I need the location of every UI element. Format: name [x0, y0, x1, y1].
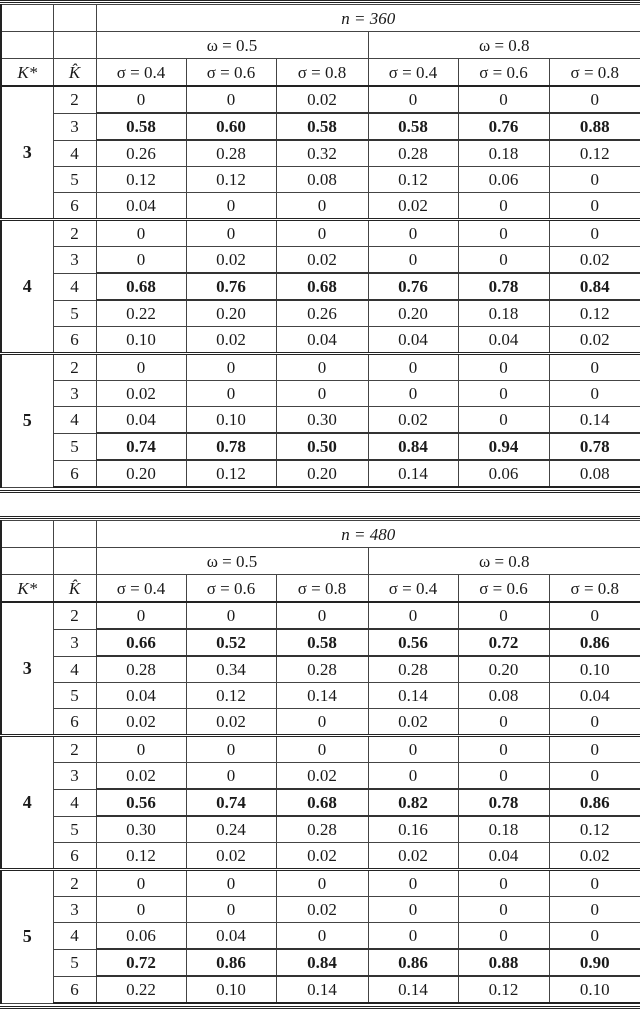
proportion-cell: 0.02: [368, 843, 458, 870]
sample-size-header: n = 480: [96, 521, 640, 548]
proportion-cell: 0.30: [96, 816, 186, 843]
table-row: [1, 113, 640, 140]
proportion-cell: 0.68: [276, 789, 368, 816]
proportion-cell: 0: [549, 870, 640, 897]
proportion-cell: 0.28: [276, 816, 368, 843]
k-hat-value: 5: [53, 433, 96, 460]
table-row: [1, 381, 640, 407]
proportion-cell: 0.68: [96, 273, 186, 300]
table-row: [1, 789, 640, 816]
proportion-cell: 0.76: [186, 273, 276, 300]
proportion-cell: 0.86: [368, 949, 458, 976]
proportion-cell: 0.12: [458, 976, 549, 1003]
proportion-cell: 0.10: [186, 407, 276, 434]
proportion-cell: 0.02: [186, 843, 276, 870]
proportion-cell: 0.22: [96, 300, 186, 327]
proportion-cell: 0: [368, 870, 458, 897]
k-hat-value: 2: [53, 354, 96, 381]
proportion-cell: 0: [458, 220, 549, 247]
table-row: [1, 273, 640, 300]
proportion-cell: 0: [368, 763, 458, 790]
proportion-cell: 0: [96, 220, 186, 247]
proportion-cell: 0: [368, 247, 458, 274]
top-rule: [0, 0, 640, 3]
table-n360: [0, 0, 640, 493]
proportion-cell: 0.04: [458, 327, 549, 354]
proportion-cell: 0.02: [96, 763, 186, 790]
proportion-cell: 0.06: [458, 460, 549, 487]
proportion-cell: 0: [458, 86, 549, 113]
proportion-cell: 0.72: [96, 949, 186, 976]
proportion-cell: 0: [186, 897, 276, 923]
proportion-cell: 0.88: [458, 949, 549, 976]
proportion-cell: 0.02: [549, 247, 640, 274]
proportion-cell: 0.82: [368, 789, 458, 816]
empty-cell: [1, 32, 53, 59]
proportion-cell: 0.86: [549, 789, 640, 816]
sample-size-header: n = 360: [96, 5, 640, 32]
omega-header: ω = 0.5: [96, 32, 368, 59]
proportion-cell: 0: [549, 354, 640, 381]
proportion-cell: 0.12: [186, 683, 276, 709]
table-row: [1, 763, 640, 790]
proportion-cell: 0.28: [186, 140, 276, 167]
table-row: [1, 300, 640, 327]
proportion-cell: 0.12: [549, 816, 640, 843]
proportion-cell: 0: [276, 220, 368, 247]
proportion-cell: 0.04: [276, 327, 368, 354]
proportion-cell: 0.08: [549, 460, 640, 487]
proportion-cell: 0.02: [186, 327, 276, 354]
empty-cell: [53, 548, 96, 575]
proportion-cell: 0.14: [368, 976, 458, 1003]
proportion-cell: 0.76: [368, 273, 458, 300]
k-hat-value: 2: [53, 86, 96, 113]
proportion-cell: 0.14: [368, 683, 458, 709]
table-row: [1, 897, 640, 923]
table-row: [1, 709, 640, 736]
proportion-cell: 0.28: [368, 140, 458, 167]
proportion-cell: 0.22: [96, 976, 186, 1003]
proportion-cell: 0.20: [368, 300, 458, 327]
proportion-cell: 0.04: [549, 683, 640, 709]
sigma-header: σ = 0.6: [458, 575, 549, 603]
proportion-cell: 0.10: [549, 976, 640, 1003]
k-hat-value: 6: [53, 976, 96, 1003]
table-row: [1, 140, 640, 167]
table-row: [1, 193, 640, 220]
table-row: [1, 736, 640, 763]
proportion-cell: 0: [549, 709, 640, 736]
proportion-cell: 0.12: [549, 300, 640, 327]
k-hat-header: K̂: [53, 575, 96, 603]
proportion-cell: 0.20: [458, 656, 549, 683]
table-row: [1, 870, 640, 897]
proportion-cell: 0.78: [186, 433, 276, 460]
k-hat-value: 6: [53, 460, 96, 487]
proportion-cell: 0.30: [276, 407, 368, 434]
table-row: [1, 407, 640, 434]
proportion-cell: 0.20: [276, 460, 368, 487]
proportion-cell: 0.86: [186, 949, 276, 976]
k-hat-value: 2: [53, 602, 96, 629]
omega-header: ω = 0.8: [368, 548, 640, 575]
proportion-cell: 0: [186, 736, 276, 763]
empty-cell: [1, 521, 53, 548]
proportion-cell: 0.84: [549, 273, 640, 300]
proportion-cell: 0.20: [186, 300, 276, 327]
sigma-header: σ = 0.4: [368, 59, 458, 87]
proportion-cell: 0.10: [186, 976, 276, 1003]
k-star-header: K*: [1, 59, 53, 87]
proportion-cell: 0.50: [276, 433, 368, 460]
empty-cell: [53, 32, 96, 59]
proportion-cell: 0.12: [96, 167, 186, 193]
proportion-cell: 0.12: [368, 167, 458, 193]
proportion-cell: 0: [458, 709, 549, 736]
proportion-cell: 0.94: [458, 433, 549, 460]
proportion-cell: 0: [368, 736, 458, 763]
proportion-cell: 0.12: [96, 843, 186, 870]
sigma-header: σ = 0.4: [368, 575, 458, 603]
sigma-header: σ = 0.4: [96, 59, 186, 87]
proportion-cell: 0.90: [549, 949, 640, 976]
k-hat-value: 4: [53, 789, 96, 816]
table-row: [1, 327, 640, 354]
k-star-value: 4: [1, 736, 53, 870]
proportion-cell: 0: [549, 897, 640, 923]
proportion-cell: 0: [458, 870, 549, 897]
proportion-cell: 0: [549, 381, 640, 407]
proportion-cell: 0: [96, 247, 186, 274]
proportion-cell: 0.04: [368, 327, 458, 354]
proportion-cell: 0.88: [549, 113, 640, 140]
proportion-cell: 0.28: [276, 656, 368, 683]
k-hat-value: 5: [53, 167, 96, 193]
proportion-cell: 0.02: [276, 86, 368, 113]
proportion-cell: 0.56: [96, 789, 186, 816]
proportion-cell: 0: [458, 923, 549, 950]
table-row: [1, 354, 640, 381]
proportion-cell: 0.16: [368, 816, 458, 843]
empty-cell: [53, 521, 96, 548]
proportion-cell: 0: [96, 354, 186, 381]
proportion-cell: 0: [458, 897, 549, 923]
proportion-cell: 0.02: [549, 327, 640, 354]
proportion-cell: 0.84: [276, 949, 368, 976]
proportion-cell: 0.06: [458, 167, 549, 193]
proportion-cell: 0: [186, 193, 276, 220]
omega-header: ω = 0.8: [368, 32, 640, 59]
table-row: [1, 683, 640, 709]
proportion-cell: 0.02: [276, 843, 368, 870]
proportion-cell: 0: [276, 193, 368, 220]
proportion-cell: 0: [276, 602, 368, 629]
proportion-cell: 0: [368, 220, 458, 247]
k-star-header: K*: [1, 575, 53, 603]
proportion-cell: 0: [276, 354, 368, 381]
table-row: [1, 220, 640, 247]
proportion-cell: 0: [96, 897, 186, 923]
results-table: [0, 4, 640, 488]
proportion-cell: 0: [276, 736, 368, 763]
proportion-cell: 0.58: [96, 113, 186, 140]
proportion-cell: 0.02: [368, 407, 458, 434]
k-hat-value: 4: [53, 923, 96, 950]
sigma-header: σ = 0.8: [276, 59, 368, 87]
proportion-cell: 0.12: [186, 167, 276, 193]
proportion-cell: 0: [96, 736, 186, 763]
k-hat-value: 5: [53, 300, 96, 327]
proportion-cell: 0.14: [276, 976, 368, 1003]
proportion-cell: 0.20: [96, 460, 186, 487]
proportion-cell: 0: [186, 381, 276, 407]
k-star-value: 4: [1, 220, 53, 354]
proportion-cell: 0.04: [458, 843, 549, 870]
proportion-cell: 0: [458, 763, 549, 790]
proportion-cell: 0.04: [96, 193, 186, 220]
proportion-cell: 0.56: [368, 629, 458, 656]
k-hat-header: K̂: [53, 59, 96, 87]
empty-cell: [1, 548, 53, 575]
proportion-cell: 0.72: [458, 629, 549, 656]
proportion-cell: 0: [549, 736, 640, 763]
k-hat-value: 3: [53, 113, 96, 140]
proportion-cell: 0.74: [186, 789, 276, 816]
proportion-cell: 0.02: [549, 843, 640, 870]
k-hat-value: 2: [53, 870, 96, 897]
proportion-cell: 0: [549, 167, 640, 193]
proportion-cell: 0.58: [276, 113, 368, 140]
proportion-cell: 0: [549, 602, 640, 629]
proportion-cell: 0.78: [549, 433, 640, 460]
k-hat-value: 5: [53, 816, 96, 843]
sigma-header: σ = 0.4: [96, 575, 186, 603]
proportion-cell: 0: [368, 354, 458, 381]
sigma-header: σ = 0.6: [186, 59, 276, 87]
k-star-value: 5: [1, 354, 53, 488]
table-row: [1, 86, 640, 113]
proportion-cell: 0.32: [276, 140, 368, 167]
bottom-rule: [0, 1006, 640, 1009]
table-row: [1, 629, 640, 656]
k-star-value: 3: [1, 86, 53, 220]
proportion-cell: 0.12: [186, 460, 276, 487]
proportion-cell: 0: [368, 923, 458, 950]
proportion-cell: 0.78: [458, 273, 549, 300]
proportion-cell: 0.08: [458, 683, 549, 709]
k-hat-value: 5: [53, 683, 96, 709]
proportion-cell: 0: [549, 193, 640, 220]
proportion-cell: 0: [186, 354, 276, 381]
proportion-cell: 0.02: [276, 897, 368, 923]
proportion-cell: 0: [368, 602, 458, 629]
table-row: [1, 843, 640, 870]
sigma-header: σ = 0.6: [186, 575, 276, 603]
proportion-cell: 0: [549, 86, 640, 113]
proportion-cell: 0.86: [549, 629, 640, 656]
proportion-cell: 0.06: [96, 923, 186, 950]
proportion-cell: 0: [96, 602, 186, 629]
proportion-cell: 0.02: [96, 381, 186, 407]
table-row: [1, 602, 640, 629]
k-hat-value: 2: [53, 220, 96, 247]
proportion-cell: 0: [458, 736, 549, 763]
sigma-header: σ = 0.8: [276, 575, 368, 603]
k-hat-value: 3: [53, 247, 96, 274]
k-hat-value: 6: [53, 327, 96, 354]
proportion-cell: 0: [549, 923, 640, 950]
proportion-cell: 0.74: [96, 433, 186, 460]
proportion-cell: 0: [276, 923, 368, 950]
table-row: [1, 923, 640, 950]
proportion-cell: 0.14: [549, 407, 640, 434]
empty-cell: [53, 5, 96, 32]
table-row: [1, 247, 640, 274]
proportion-cell: 0.12: [549, 140, 640, 167]
k-star-value: 5: [1, 870, 53, 1004]
proportion-cell: 0.14: [276, 683, 368, 709]
proportion-cell: 0.58: [368, 113, 458, 140]
proportion-cell: 0.04: [186, 923, 276, 950]
proportion-cell: 0.18: [458, 300, 549, 327]
proportion-cell: 0.08: [276, 167, 368, 193]
proportion-cell: 0: [549, 763, 640, 790]
proportion-cell: 0.68: [276, 273, 368, 300]
table-row: [1, 433, 640, 460]
proportion-cell: 0: [186, 763, 276, 790]
table-row: [1, 460, 640, 487]
proportion-cell: 0.60: [186, 113, 276, 140]
proportion-cell: 0: [186, 86, 276, 113]
bottom-rule: [0, 490, 640, 493]
k-hat-value: 6: [53, 709, 96, 736]
proportion-cell: 0: [458, 381, 549, 407]
proportion-cell: 0: [276, 709, 368, 736]
proportion-cell: 0.02: [276, 763, 368, 790]
proportion-cell: 0.04: [96, 407, 186, 434]
k-hat-value: 3: [53, 763, 96, 790]
top-rule: [0, 516, 640, 519]
proportion-cell: 0.26: [96, 140, 186, 167]
sigma-header: σ = 0.8: [549, 59, 640, 87]
proportion-cell: 0: [96, 86, 186, 113]
sigma-header: σ = 0.8: [549, 575, 640, 603]
proportion-cell: 0.10: [96, 327, 186, 354]
k-hat-value: 4: [53, 656, 96, 683]
proportion-cell: 0.02: [186, 709, 276, 736]
k-hat-value: 4: [53, 407, 96, 434]
proportion-cell: 0: [458, 247, 549, 274]
proportion-cell: 0: [276, 870, 368, 897]
table-n480: [0, 516, 640, 1009]
k-hat-value: 3: [53, 897, 96, 923]
proportion-cell: 0.58: [276, 629, 368, 656]
table-row: [1, 976, 640, 1003]
proportion-cell: 0.18: [458, 140, 549, 167]
k-hat-value: 4: [53, 140, 96, 167]
proportion-cell: 0.04: [96, 683, 186, 709]
proportion-cell: 0.26: [276, 300, 368, 327]
proportion-cell: 0.76: [458, 113, 549, 140]
k-hat-value: 6: [53, 843, 96, 870]
proportion-cell: 0.02: [96, 709, 186, 736]
proportion-cell: 0.10: [549, 656, 640, 683]
k-hat-value: 5: [53, 949, 96, 976]
proportion-cell: 0: [458, 193, 549, 220]
proportion-cell: 0: [276, 381, 368, 407]
proportion-cell: 0.02: [186, 247, 276, 274]
k-hat-value: 6: [53, 193, 96, 220]
proportion-cell: 0: [458, 407, 549, 434]
proportion-cell: 0.66: [96, 629, 186, 656]
proportion-cell: 0.34: [186, 656, 276, 683]
proportion-cell: 0: [368, 897, 458, 923]
omega-header: ω = 0.5: [96, 548, 368, 575]
proportion-cell: 0.28: [368, 656, 458, 683]
proportion-cell: 0.52: [186, 629, 276, 656]
proportion-cell: 0.28: [96, 656, 186, 683]
proportion-cell: 0: [458, 354, 549, 381]
proportion-cell: 0: [186, 870, 276, 897]
proportion-cell: 0.84: [368, 433, 458, 460]
k-star-value: 3: [1, 602, 53, 736]
proportion-cell: 0: [549, 220, 640, 247]
k-hat-value: 2: [53, 736, 96, 763]
proportion-cell: 0: [458, 602, 549, 629]
proportion-cell: 0.24: [186, 816, 276, 843]
proportion-cell: 0.78: [458, 789, 549, 816]
proportion-cell: 0: [186, 220, 276, 247]
table-row: [1, 167, 640, 193]
proportion-cell: 0: [368, 86, 458, 113]
k-hat-value: 3: [53, 381, 96, 407]
proportion-cell: 0.14: [368, 460, 458, 487]
sigma-header: σ = 0.6: [458, 59, 549, 87]
proportion-cell: 0.02: [276, 247, 368, 274]
k-hat-value: 4: [53, 273, 96, 300]
proportion-cell: 0: [186, 602, 276, 629]
proportion-cell: 0: [368, 381, 458, 407]
proportion-cell: 0.02: [368, 193, 458, 220]
empty-cell: [1, 5, 53, 32]
table-row: [1, 656, 640, 683]
k-hat-value: 3: [53, 629, 96, 656]
results-table: [0, 520, 640, 1004]
proportion-cell: 0.02: [368, 709, 458, 736]
proportion-cell: 0: [96, 870, 186, 897]
table-row: [1, 949, 640, 976]
proportion-cell: 0.18: [458, 816, 549, 843]
table-row: [1, 816, 640, 843]
